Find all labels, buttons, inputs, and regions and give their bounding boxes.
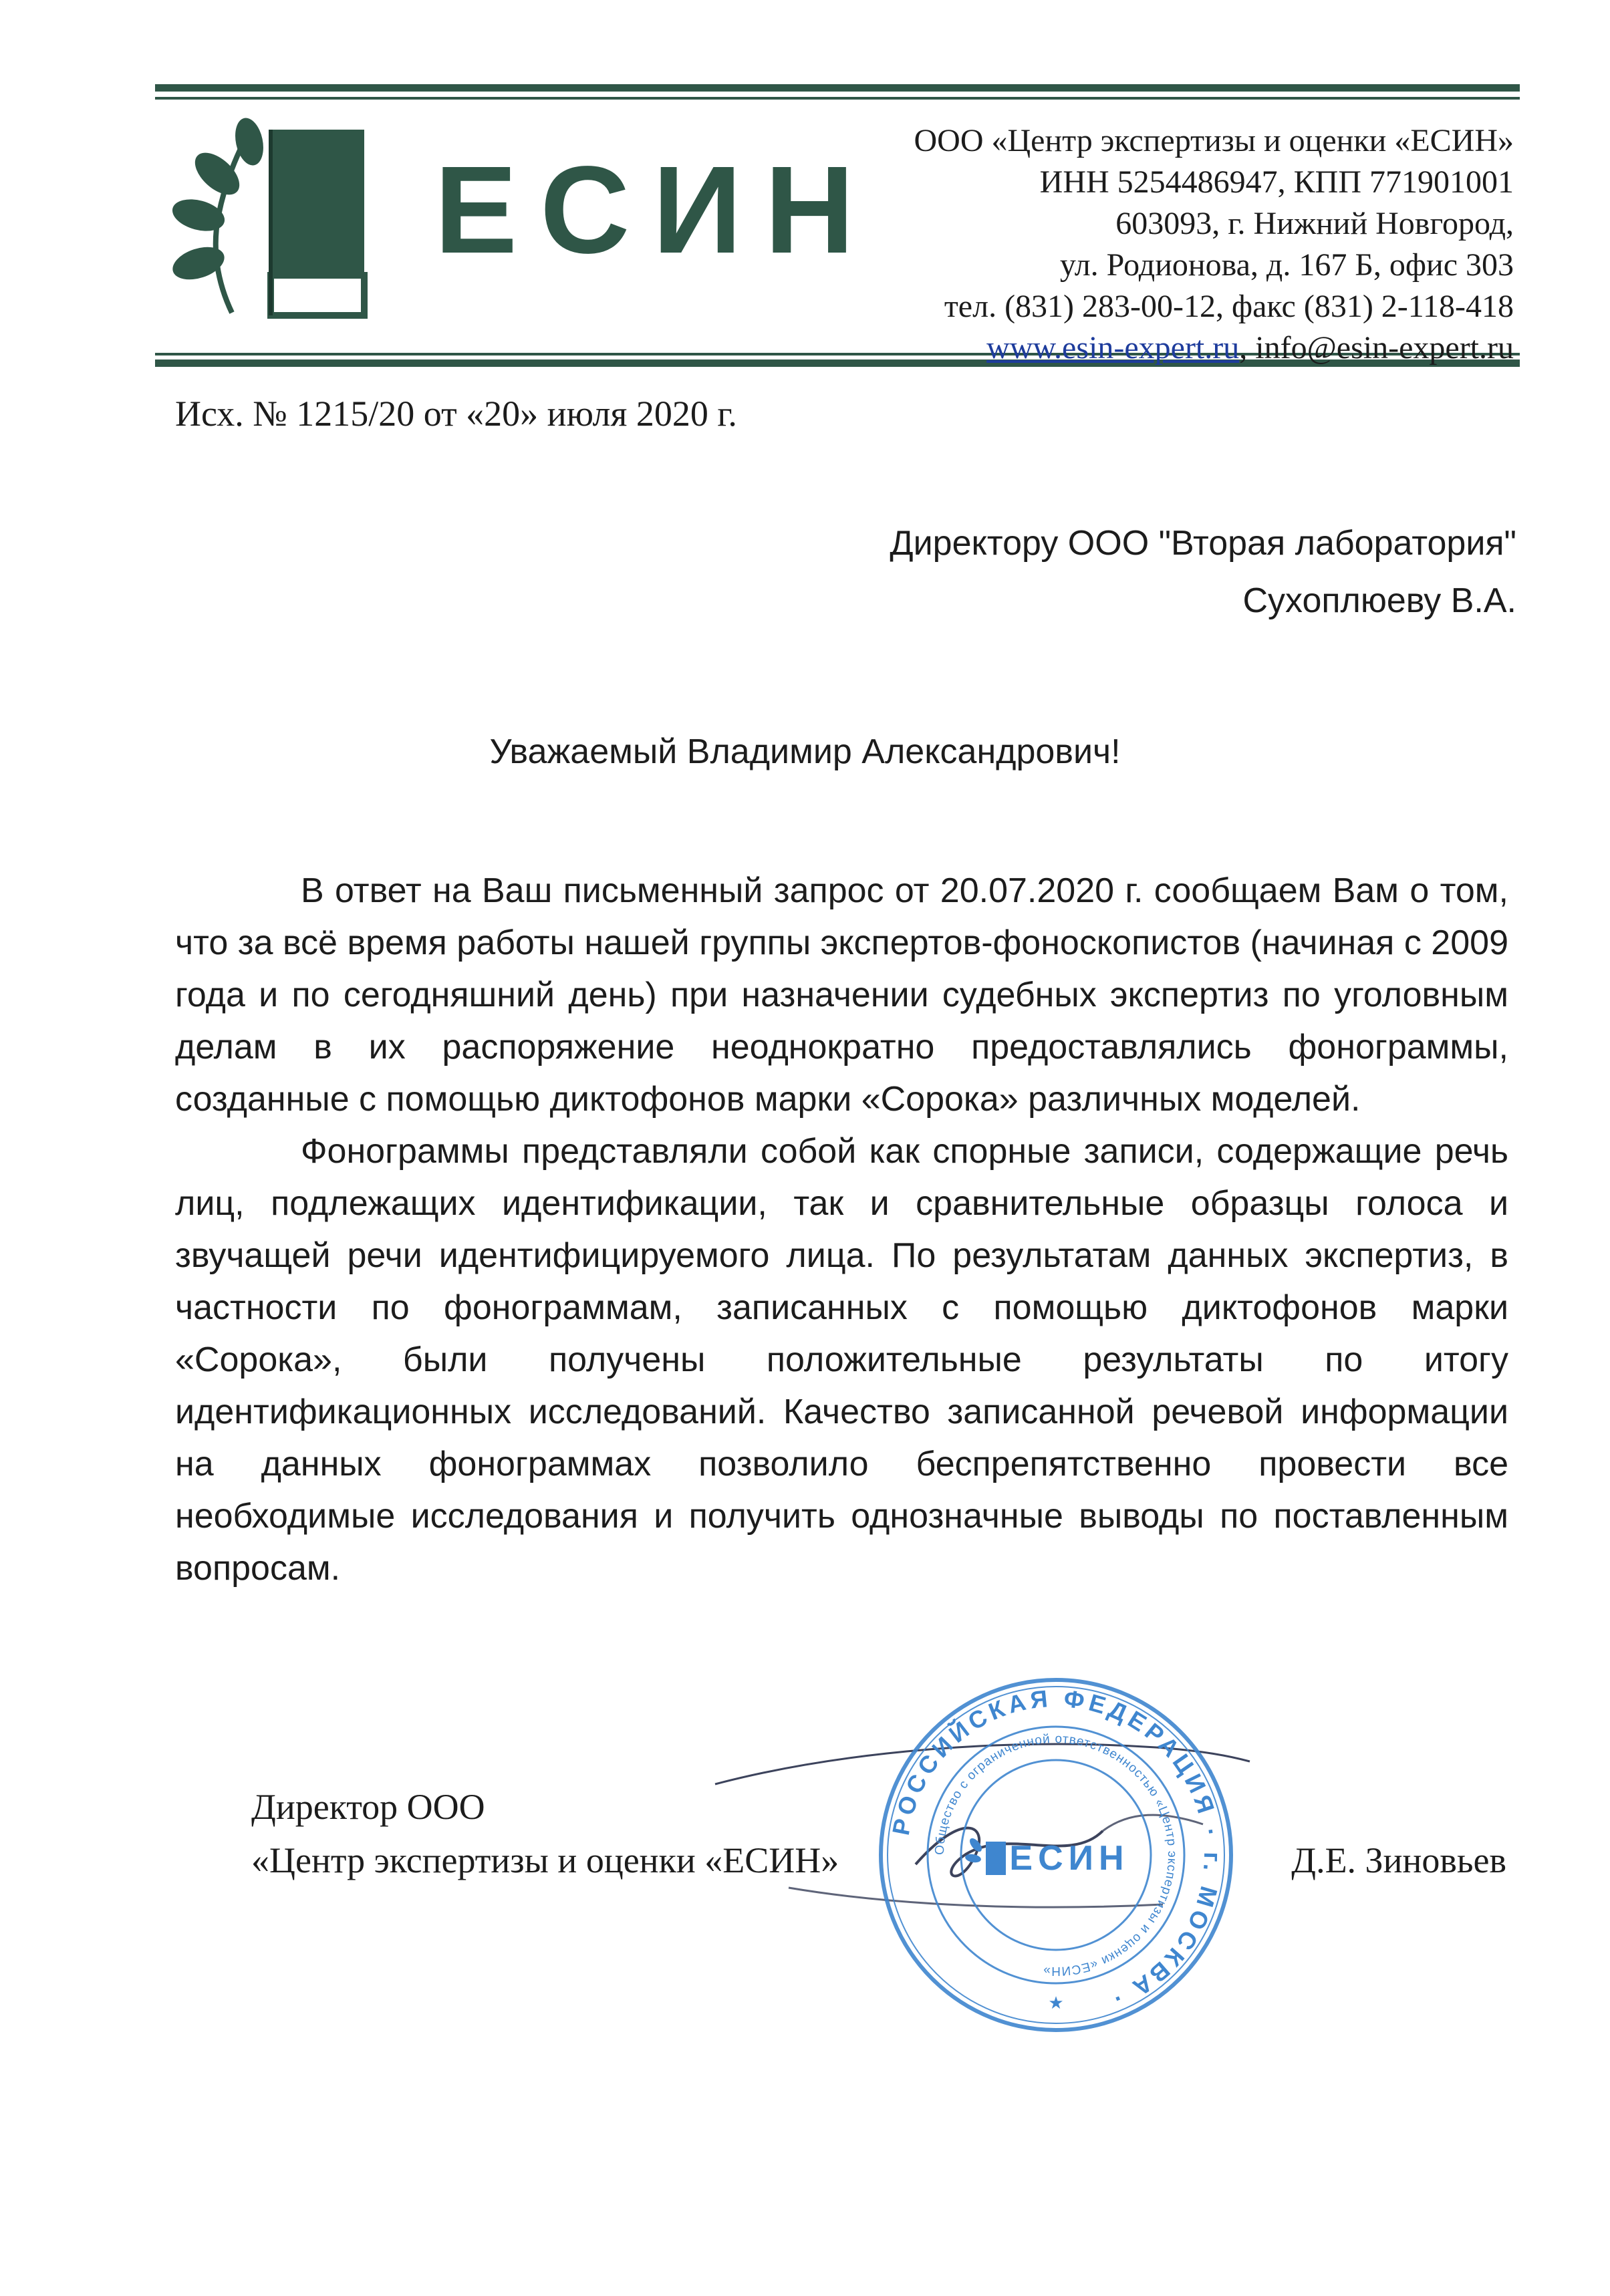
header-rule-top-thick — [155, 84, 1520, 92]
salutation: Уважаемый Владимир Александрович! — [489, 732, 1121, 771]
company-street: ул. Родионова, д. 167 Б, офис 303 — [1059, 247, 1514, 283]
company-inn-kpp: ИНН 5254486947, КПП 771901001 — [1039, 164, 1514, 200]
stamp-star: ★ — [1048, 1993, 1064, 2013]
company-phone-fax: тел. (831) 283-00-12, факс (831) 2-118-418 — [944, 289, 1514, 324]
stamp-inner-ring: Общество с ограниченной ответственностью «Центр экспертизы и оценки «ЕСИН» — [932, 1731, 1180, 1979]
outgoing-reference: Исх. № 1215/20 от «20» июля 2020 г. — [175, 394, 737, 434]
addressee-name: Сухоплюеву В.А. — [1242, 581, 1516, 620]
letter-body — [175, 865, 1508, 1594]
company-details — [914, 120, 1514, 369]
header-rule-top-thin — [155, 97, 1520, 100]
signer-name: Д.Е. Зиновьев — [1291, 1840, 1506, 1880]
stamp-center-text: ЕСИН — [1009, 1839, 1129, 1878]
signer-title-line1: Директор ООО — [251, 1787, 485, 1827]
company-web-email — [914, 327, 1514, 369]
company-stamp — [869, 1675, 1243, 2035]
addressee-block — [890, 515, 1516, 629]
body-paragraph: В ответ на Ваш письменный запрос от 20.07.2020 г. сообщаем Вам о том, что за всё время работы нашей группы экспертов-фоноскопистов (начиная с 2009 года и по сегодняшний день) при назначении судебных экспертиз по уголовным делам в их распоряжение неоднократно предоставлялись фонограммы, созданные с помощью диктофонов марки «Сорока» различных моделей. — [175, 871, 1508, 1119]
company-email: , info@esin-expert.ru — [1239, 330, 1514, 366]
stamp-logo-icon — [964, 1836, 1006, 1875]
signer-title-line2: «Центр экспертизы и оценки «ЕСИН» — [251, 1840, 839, 1880]
stamp-outer-ring: РОССИЙСКАЯ ФЕДЕРАЦИЯ · г. МОСКВА · — [886, 1684, 1227, 2015]
esin-logo-icon — [170, 115, 384, 322]
website-link[interactable]: www.esin-expert.ru — [986, 330, 1240, 366]
addressee-position: Директору ООО "Вторая лаборатория" — [890, 524, 1516, 563]
company-name: ООО «Центр экспертизы и оценки «ЕСИН» — [914, 123, 1514, 158]
body-paragraph: Фонограммы представляли собой как спорные записи, содержащие речь лиц, подлежащих идентификации, так и сравнительные образцы голоса и звучащей речи идентифицируемого лица. По результатам данных экспертиз, в частности по фонограммам, записанных с помощью диктофонов марки «Сорока», были получены положительные результаты по итогу идентификационных исследований. Качество записанной речевой информации на данных фонограммах позволило беспрепятственно провести все необходимые исследования и получить однозначные выводы по поставленным вопросам. — [175, 1132, 1508, 1588]
esin-logo-text: ЕСИН — [434, 141, 878, 279]
company-city: 603093, г. Нижний Новгород, — [1115, 206, 1514, 241]
